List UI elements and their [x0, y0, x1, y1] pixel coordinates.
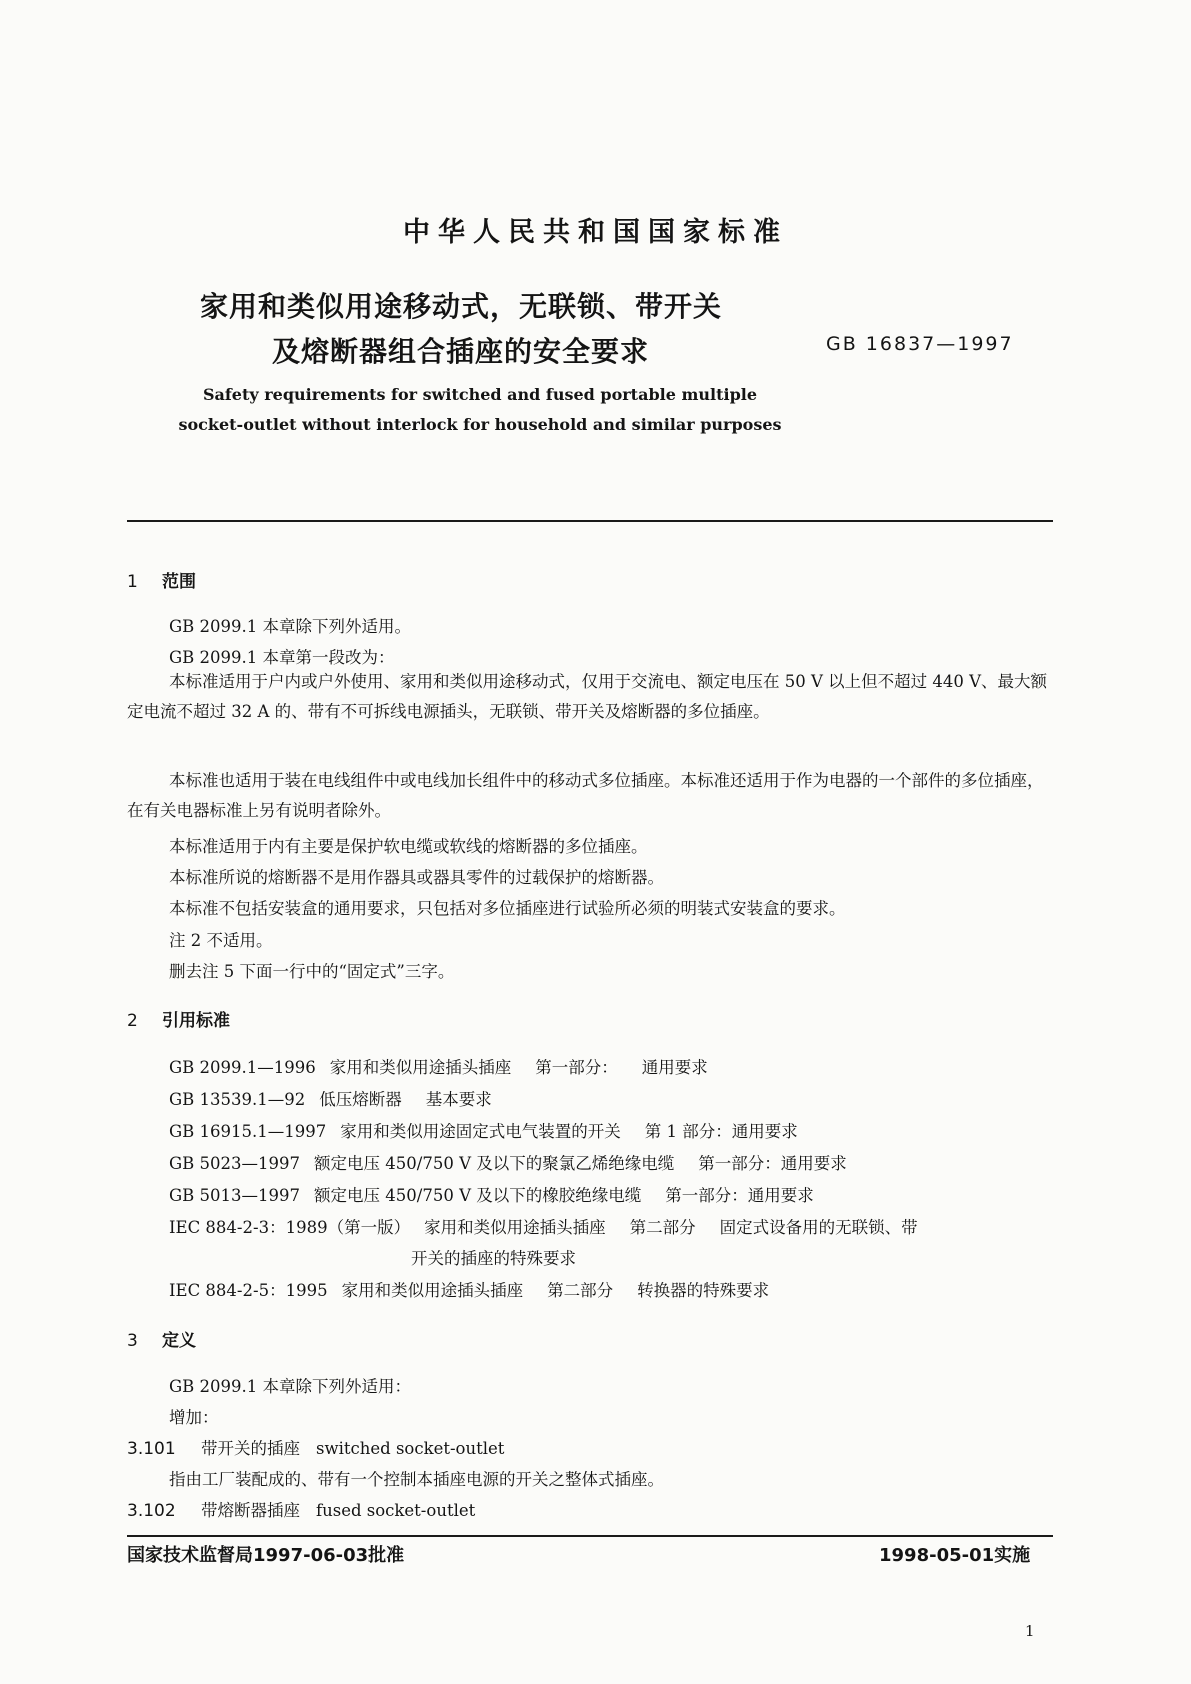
- document-title-en-line-2: socket-outlet without interlock for household and similar purposes: [178, 415, 782, 434]
- definition-item: [127, 1497, 475, 1521]
- paragraph: 删去注 5 下面一行中的“固定式”三字。: [169, 962, 455, 981]
- reference-subtitle: 第 1 部分：通用要求: [644, 1122, 798, 1141]
- reference-code: GB 5023—1997: [169, 1154, 301, 1173]
- reference-title: 家用和类似用途固定式电气装置的开关: [340, 1122, 621, 1141]
- reference-subtitle: 第一部分：通用要求: [698, 1154, 847, 1173]
- reference-part: 第二部分: [547, 1281, 614, 1300]
- paragraph: 本标准不包括安装盒的通用要求，只包括对多位插座进行试验所必须的明装式安装盒的要求。: [169, 899, 846, 918]
- section-2-heading: [127, 1006, 230, 1031]
- reference-item: [169, 1054, 708, 1078]
- reference-part: 第一部分：: [535, 1058, 618, 1077]
- reference-code: GB 5013—1997: [169, 1186, 301, 1205]
- definition-term-zh: 带熔断器插座: [201, 1501, 300, 1520]
- reference-code: IEC 884-2-3：1989（第一版）: [169, 1218, 411, 1237]
- reference-title: 额定电压 450/750 V 及以下的聚氯乙烯绝缘电缆: [314, 1154, 675, 1173]
- reference-subtitle: 基本要求: [425, 1090, 492, 1109]
- reference-subtitle: 第一部分：通用要求: [665, 1186, 814, 1205]
- document-title-zh-line-2: 及熔断器组合插座的安全要求: [272, 335, 650, 368]
- document-title-en-line-1: Safety requirements for switched and fused portable multiple: [202, 385, 758, 404]
- definition-term-zh: 带开关的插座: [201, 1439, 300, 1458]
- paragraph: 本标准也适用于装在电线组件中或电线加长组件中的移动式多位插座。本标准还适用于作为电器的一个部件的多位插座，在有关电器标准上另有说明者除外。: [127, 771, 1044, 820]
- definition-item: [127, 1435, 504, 1459]
- reference-part: 第二部分: [629, 1218, 696, 1237]
- paragraph: 增加：: [169, 1408, 219, 1427]
- reference-item: [169, 1182, 814, 1206]
- reference-continuation: 开关的插座的特殊要求: [411, 1249, 576, 1268]
- section-number: 1: [127, 572, 138, 592]
- paragraph: 本标准适用于内有主要是保护软电缆或软线的熔断器的多位插座。: [169, 837, 648, 856]
- paragraph: GB 2099.1 本章除下列外适用：: [169, 1377, 412, 1396]
- header-rule: [127, 520, 1053, 522]
- reference-item: [169, 1086, 492, 1110]
- standard-type-heading: 中华人民共和国国家标准: [403, 217, 788, 248]
- reference-title: 额定电压 450/750 V 及以下的橡胶绝缘电缆: [314, 1186, 642, 1205]
- definition-term-en: switched socket-outlet: [316, 1439, 505, 1458]
- reference-subtitle: 通用要求: [641, 1058, 708, 1077]
- definition-term-en: fused socket-outlet: [316, 1501, 476, 1520]
- definition-text: 指由工厂装配成的、带有一个控制本插座电源的开关之整体式插座。: [169, 1470, 664, 1489]
- reference-item: [169, 1277, 769, 1301]
- reference-title: 低压熔断器: [319, 1090, 402, 1109]
- section-title: 引用标准: [162, 1011, 230, 1031]
- reference-item: [169, 1118, 798, 1142]
- reference-code: GB 16915.1—1997: [169, 1122, 327, 1141]
- footer-rule: [127, 1535, 1053, 1537]
- section-title: 范围: [162, 572, 196, 592]
- document-title-zh-line-1: 家用和类似用途移动式，无联锁、带开关: [200, 290, 723, 323]
- reference-subtitle: 转换器的特殊要求: [637, 1281, 770, 1300]
- reference-code: IEC 884-2-5：1995: [169, 1281, 328, 1300]
- reference-item: [169, 1150, 847, 1174]
- standard-number: GB 16837—1997: [826, 333, 1014, 355]
- reference-subtitle: 固定式设备用的无联锁、带: [719, 1218, 918, 1237]
- paragraph: GB 2099.1 本章第一段改为：: [169, 648, 395, 667]
- note: 注 2 不适用。: [169, 931, 273, 950]
- effective-date: 1998-05-01实施: [879, 1545, 1031, 1566]
- paragraph: GB 2099.1 本章除下列外适用。: [169, 617, 412, 636]
- section-title: 定义: [162, 1331, 196, 1351]
- approval-date: 国家技术监督局1997-06-03批准: [127, 1545, 405, 1566]
- section-number: 2: [127, 1011, 138, 1031]
- section-1-heading: [127, 567, 196, 592]
- reference-code: GB 2099.1—1996: [169, 1058, 316, 1077]
- definition-number: 3.102: [127, 1501, 176, 1521]
- reference-title: 家用和类似用途插头插座: [424, 1218, 606, 1237]
- reference-code: GB 13539.1—92: [169, 1090, 306, 1109]
- reference-title: 家用和类似用途插头插座: [341, 1281, 524, 1300]
- section-number: 3: [127, 1331, 138, 1351]
- paragraph-scope: 本标准适用于户内或户外使用、家用和类似用途移动式，仅用于交流电、额定电压在 50 V 以上但不超过 440 V、最大额定电流不超过 32 A 的、带有不可拆线电源插头，无联锁、带开关及熔断器的多位插座。: [127, 672, 1048, 721]
- reference-item: [169, 1214, 918, 1238]
- page-number: 1: [1025, 1622, 1035, 1640]
- reference-title: 家用和类似用途插头插座: [329, 1058, 512, 1077]
- section-3-heading: [127, 1326, 196, 1351]
- paragraph: 本标准所说的熔断器不是用作器具或器具零件的过载保护的熔断器。: [169, 868, 664, 887]
- definition-number: 3.101: [127, 1439, 176, 1459]
